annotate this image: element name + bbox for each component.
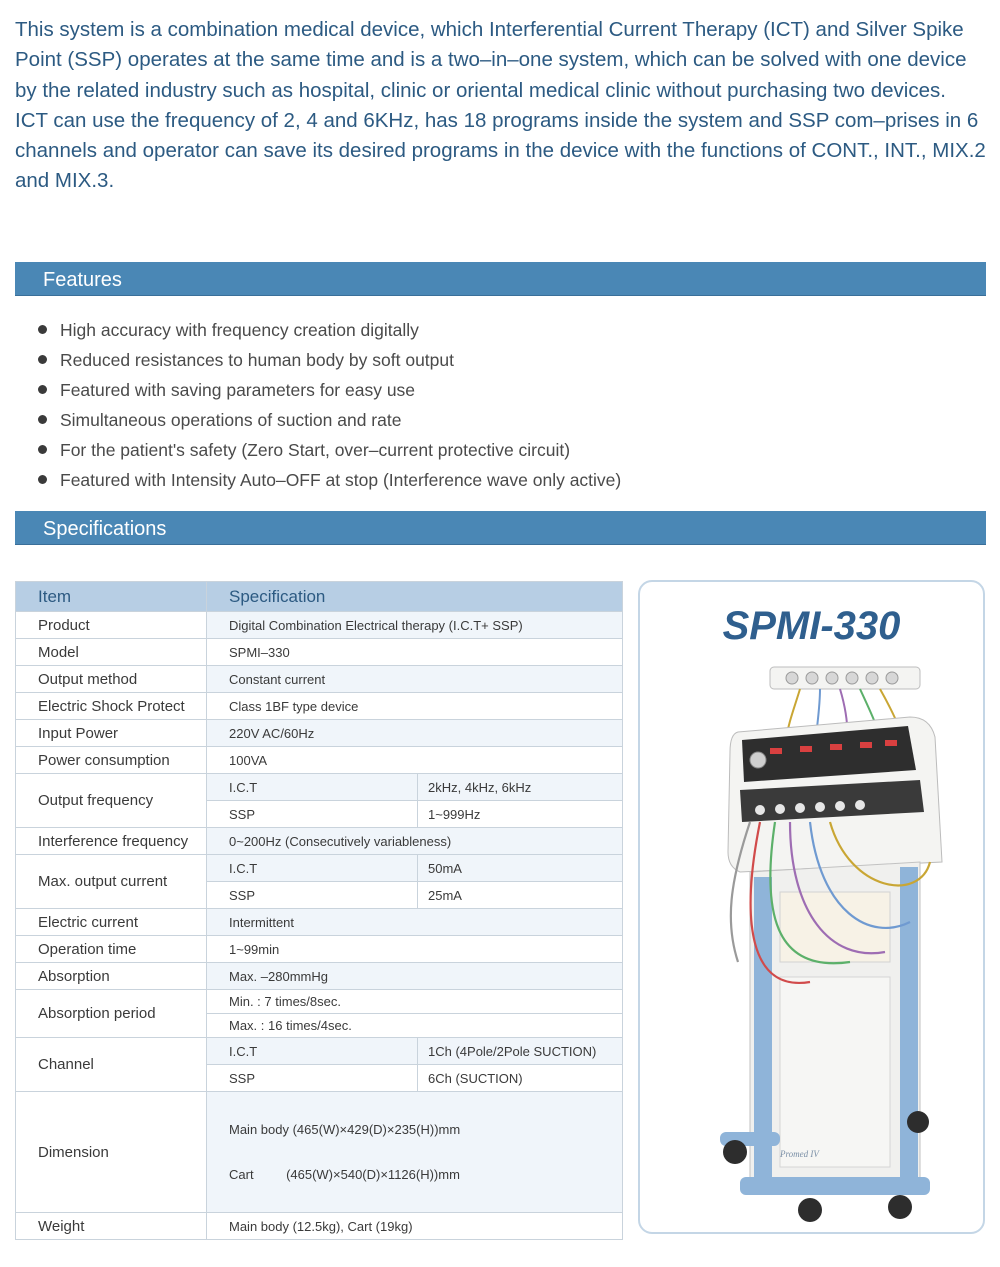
- specifications-title: Specifications: [43, 518, 167, 540]
- brand-label: Promed IV: [780, 1149, 819, 1159]
- bullet-icon: [38, 445, 47, 454]
- intro-paragraph-1: This system is a combination medical device, which Interferential Current Therapy (ICT) and Silver Spike Point (SSP) operates at the same time and is a two–in–one system, which can be solved with one device by the related industry such as hospital, clinic or oriental medical clinic without purchasing two devices.: [15, 18, 967, 102]
- table-row: Operation time 1~99min: [16, 936, 623, 963]
- table-row: Electric current Intermittent: [16, 909, 623, 936]
- feature-item: Reduced resistances to human body by soft output: [30, 346, 621, 376]
- table-row: Model SPMI–330: [16, 639, 623, 666]
- table-row: Output frequency I.C.T 2kHz, 4kHz, 6kHz: [16, 774, 623, 801]
- model-name: SPMI-330: [722, 604, 901, 648]
- table-row: SSP 6Ch (SUCTION): [16, 1065, 623, 1092]
- specifications-table: [15, 581, 623, 1240]
- feature-item: Simultaneous operations of suction and rate: [30, 406, 621, 436]
- bullet-icon: [38, 385, 47, 394]
- features-header: [15, 262, 986, 296]
- table-row: Weight Main body (12.5kg), Cart (19kg): [16, 1213, 623, 1240]
- table-row: Absorption Max. –280mmHg: [16, 963, 623, 990]
- table-row: Output method Constant current: [16, 666, 623, 693]
- table-row: Absorption period Min. : 7 times/8sec.: [16, 990, 623, 1014]
- table-header-row: [16, 582, 623, 612]
- cart-base: [740, 1177, 930, 1195]
- table-row: Power consumption 100VA: [16, 747, 623, 774]
- intro-paragraph-2: ICT can use the frequency of 2, 4 and 6KHz, has 18 programs inside the system and SSP com–prises in 6 channels and operator can save its desired programs in the device with the functions of CONT., INT., MIX.2 and MIX.3.: [15, 108, 986, 193]
- features-title: Features: [43, 269, 122, 291]
- feature-item: High accuracy with frequency creation digitally: [30, 316, 621, 346]
- dimension-main: Main body (465(W)×429(D)×235(H))mm: [229, 1122, 461, 1137]
- table-row: Channel I.C.T 1Ch (4Pole/2Pole SUCTION): [16, 1038, 623, 1065]
- bullet-icon: [38, 475, 47, 484]
- feature-item: For the patient's safety (Zero Start, over–current protective circuit): [30, 436, 621, 466]
- bullet-icon: [38, 355, 47, 364]
- feature-item: Featured with Intensity Auto–OFF at stop (Interference wave only active): [30, 466, 621, 496]
- table-row: SSP 25mA: [16, 882, 623, 909]
- intro-text: [15, 15, 990, 197]
- header-item: Item: [16, 582, 207, 612]
- header-specification: Specification: [207, 582, 623, 612]
- table-row: SSP 1~999Hz: [16, 801, 623, 828]
- table-row: Max. output current I.C.T 50mA: [16, 855, 623, 882]
- table-row: Electric Shock Protect Class 1BF type device: [16, 693, 623, 720]
- table-row: Input Power 220V AC/60Hz: [16, 720, 623, 747]
- bullet-icon: [38, 325, 47, 334]
- features-list: [30, 316, 621, 496]
- device-illustration: [680, 662, 950, 1222]
- table-row: Interference frequency 0~200Hz (Consecutively variableness): [16, 828, 623, 855]
- bullet-icon: [38, 415, 47, 424]
- feature-item: Featured with saving parameters for easy use: [30, 376, 621, 406]
- table-row: Product Digital Combination Electrical therapy (I.C.T+ SSP): [16, 612, 623, 639]
- specifications-header: [15, 511, 986, 545]
- dimension-cart: Cart (465(W)×540(D)×1126(H))mm: [229, 1167, 460, 1182]
- product-image-panel: [638, 580, 985, 1234]
- table-row: Dimension Main body (465(W)×429(D)×235(H))mm Cart (465(W)×540(D)×1126(H))mm: [16, 1092, 623, 1213]
- table-row: Max. : 16 times/4sec.: [16, 1014, 623, 1038]
